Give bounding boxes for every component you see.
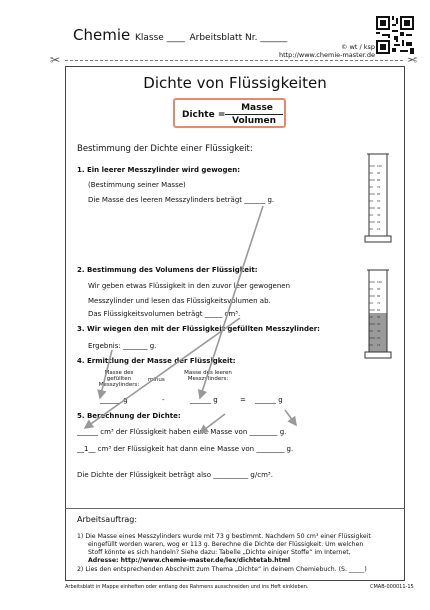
step2-line2: Messzylinder und lesen das Flüssigkeitsvolumen ab. <box>88 297 271 305</box>
scale-label: 20 <box>377 337 381 340</box>
scale-label: 80 <box>377 179 381 182</box>
step1-text: Die Masse des leeren Messzylinders beträgt ______ g. <box>88 196 275 204</box>
formula-lhs: Dichte = <box>182 110 226 120</box>
assignment-item-1-line: 1) Die Masse eines Messzylinders wurde mit 73 g bestimmt. Nachdem 50 cm³ einer Flüssigkeit <box>77 533 371 540</box>
scale-label: 40 <box>377 207 381 210</box>
arrow-filled-mass <box>100 350 112 398</box>
step4-title: 4. Ermittlung der Masse der Flüssigkeit: <box>77 357 236 365</box>
scale-label: 80 <box>377 295 381 298</box>
step1-title: 1. Ein leerer Messzylinder wird gewogen: <box>77 166 241 174</box>
scale-label: 30 <box>377 330 381 333</box>
assignment-item-2: 2) Lies den entsprechenden Abschnitt zum Thema „Dichte“ in deinem Chemiebuch. (S. _____) <box>77 566 367 573</box>
assignment-item-1-line: Stoff könnte es sich handeln? Siehe dazu: Tabelle „Dichte einiger Stoffe“ im Internet, <box>88 549 351 556</box>
scale-label: 100 <box>377 165 382 168</box>
copyright-text: © wt / ksp <box>340 43 375 51</box>
assignment-item-1-line: eingefüllt worden waren, wog er 113 g. Berechne die Dichte der Flüssigkeit. Um welchen <box>88 541 364 548</box>
scissors-icon: ✂ <box>50 53 61 67</box>
step4-minus-label: minus <box>148 377 165 383</box>
section-divider <box>65 508 405 509</box>
assignment-list <box>77 533 371 574</box>
formula-numerator: Masse <box>241 103 273 113</box>
scale-label: 30 <box>377 214 381 217</box>
step5-line1: ______ cm³ der Flüssigkeit haben eine Masse von ________ g. <box>77 428 287 436</box>
sheet-number-field: Arbeitsblatt Nr. ______ <box>189 33 288 43</box>
footer-code: CMAB-000011-15 <box>370 584 414 590</box>
step2-line1: Wir geben etwas Flüssigkeit in den zuvor leer gewogenen <box>88 282 291 290</box>
step4-value-c: ______ g <box>255 396 283 404</box>
step2-title: 2. Bestimmung des Volumens der Flüssigkeit: <box>77 266 258 274</box>
page-title: Dichte von Flüssigkeiten <box>143 74 327 92</box>
assignment-heading: Arbeitsauftrag: <box>77 515 138 524</box>
step4-op-equals: = <box>240 396 246 404</box>
section-subtitle: Bestimmung der Dichte einer Flüssigkeit: <box>77 144 253 154</box>
empty-cylinder-icon <box>363 152 393 244</box>
formula-denominator: Volumen <box>231 116 277 126</box>
arrow-result <box>285 410 296 425</box>
scale-label: 60 <box>377 309 381 312</box>
scissors-icon: ✂ <box>407 53 418 67</box>
filled-cylinder-icon <box>363 268 393 360</box>
arrow-empty-mass <box>200 206 263 398</box>
step5-line2: __1__ cm³ der Flüssigkeit hat dann eine Masse von ________ g. <box>77 445 294 453</box>
scale-label: 60 <box>377 193 381 196</box>
scale-label: 50 <box>377 200 381 203</box>
scale-label: 70 <box>377 186 381 189</box>
step4-op-minus: - <box>162 396 165 404</box>
scale-label: 40 <box>377 323 381 326</box>
step4-right-label: Masse des leeren Messzylinders: <box>184 370 232 382</box>
scale-label: 100 <box>377 281 382 284</box>
scale-label: 10 <box>377 344 381 347</box>
conclusion-text: Die Dichte der Flüssigkeit beträgt also __________ g/cm³. <box>77 471 273 479</box>
scale-label: 90 <box>377 288 381 291</box>
website-url: http://www.chemie-master.de <box>278 51 375 59</box>
subject-title: Chemie <box>73 26 131 44</box>
scale-label: 70 <box>377 302 381 305</box>
arrow-liquid-mass <box>200 414 225 433</box>
step5-title: 5. Berechnung der Dichte: <box>77 412 181 420</box>
class-field: Klasse ____ <box>135 33 185 43</box>
step3-title: 3. Wir wiegen den mit der Flüssigkeit gefüllten Messzylinder: <box>77 325 320 333</box>
footer-instruction: Arbeitsblatt in Mappe einheften oder entlang des Rahmens ausschneiden und ins Heft einkleben. <box>65 584 309 590</box>
step4-value-b: ______ g <box>190 396 218 404</box>
step4-left-label: Masse des gefüllten Messzylinders: <box>98 370 140 388</box>
step1-note: (Bestimmung seiner Masse) <box>88 181 186 189</box>
assignment-item-1-link: Adresse: http://www.chemie-master.de/lex/dichtetab.html <box>88 557 291 564</box>
step3-text: Ergebnis: _______ g. <box>88 342 157 350</box>
arrow-volume <box>85 318 240 428</box>
scale-label: 90 <box>377 172 381 175</box>
scale-label: 50 <box>377 316 381 319</box>
step4-value-a: ______ g <box>100 396 128 404</box>
scale-label: 20 <box>377 221 381 224</box>
scale-label: 10 <box>377 228 381 231</box>
step2-line3: Das Flüssigkeitsvolumen beträgt _____ cm³. <box>88 310 241 318</box>
